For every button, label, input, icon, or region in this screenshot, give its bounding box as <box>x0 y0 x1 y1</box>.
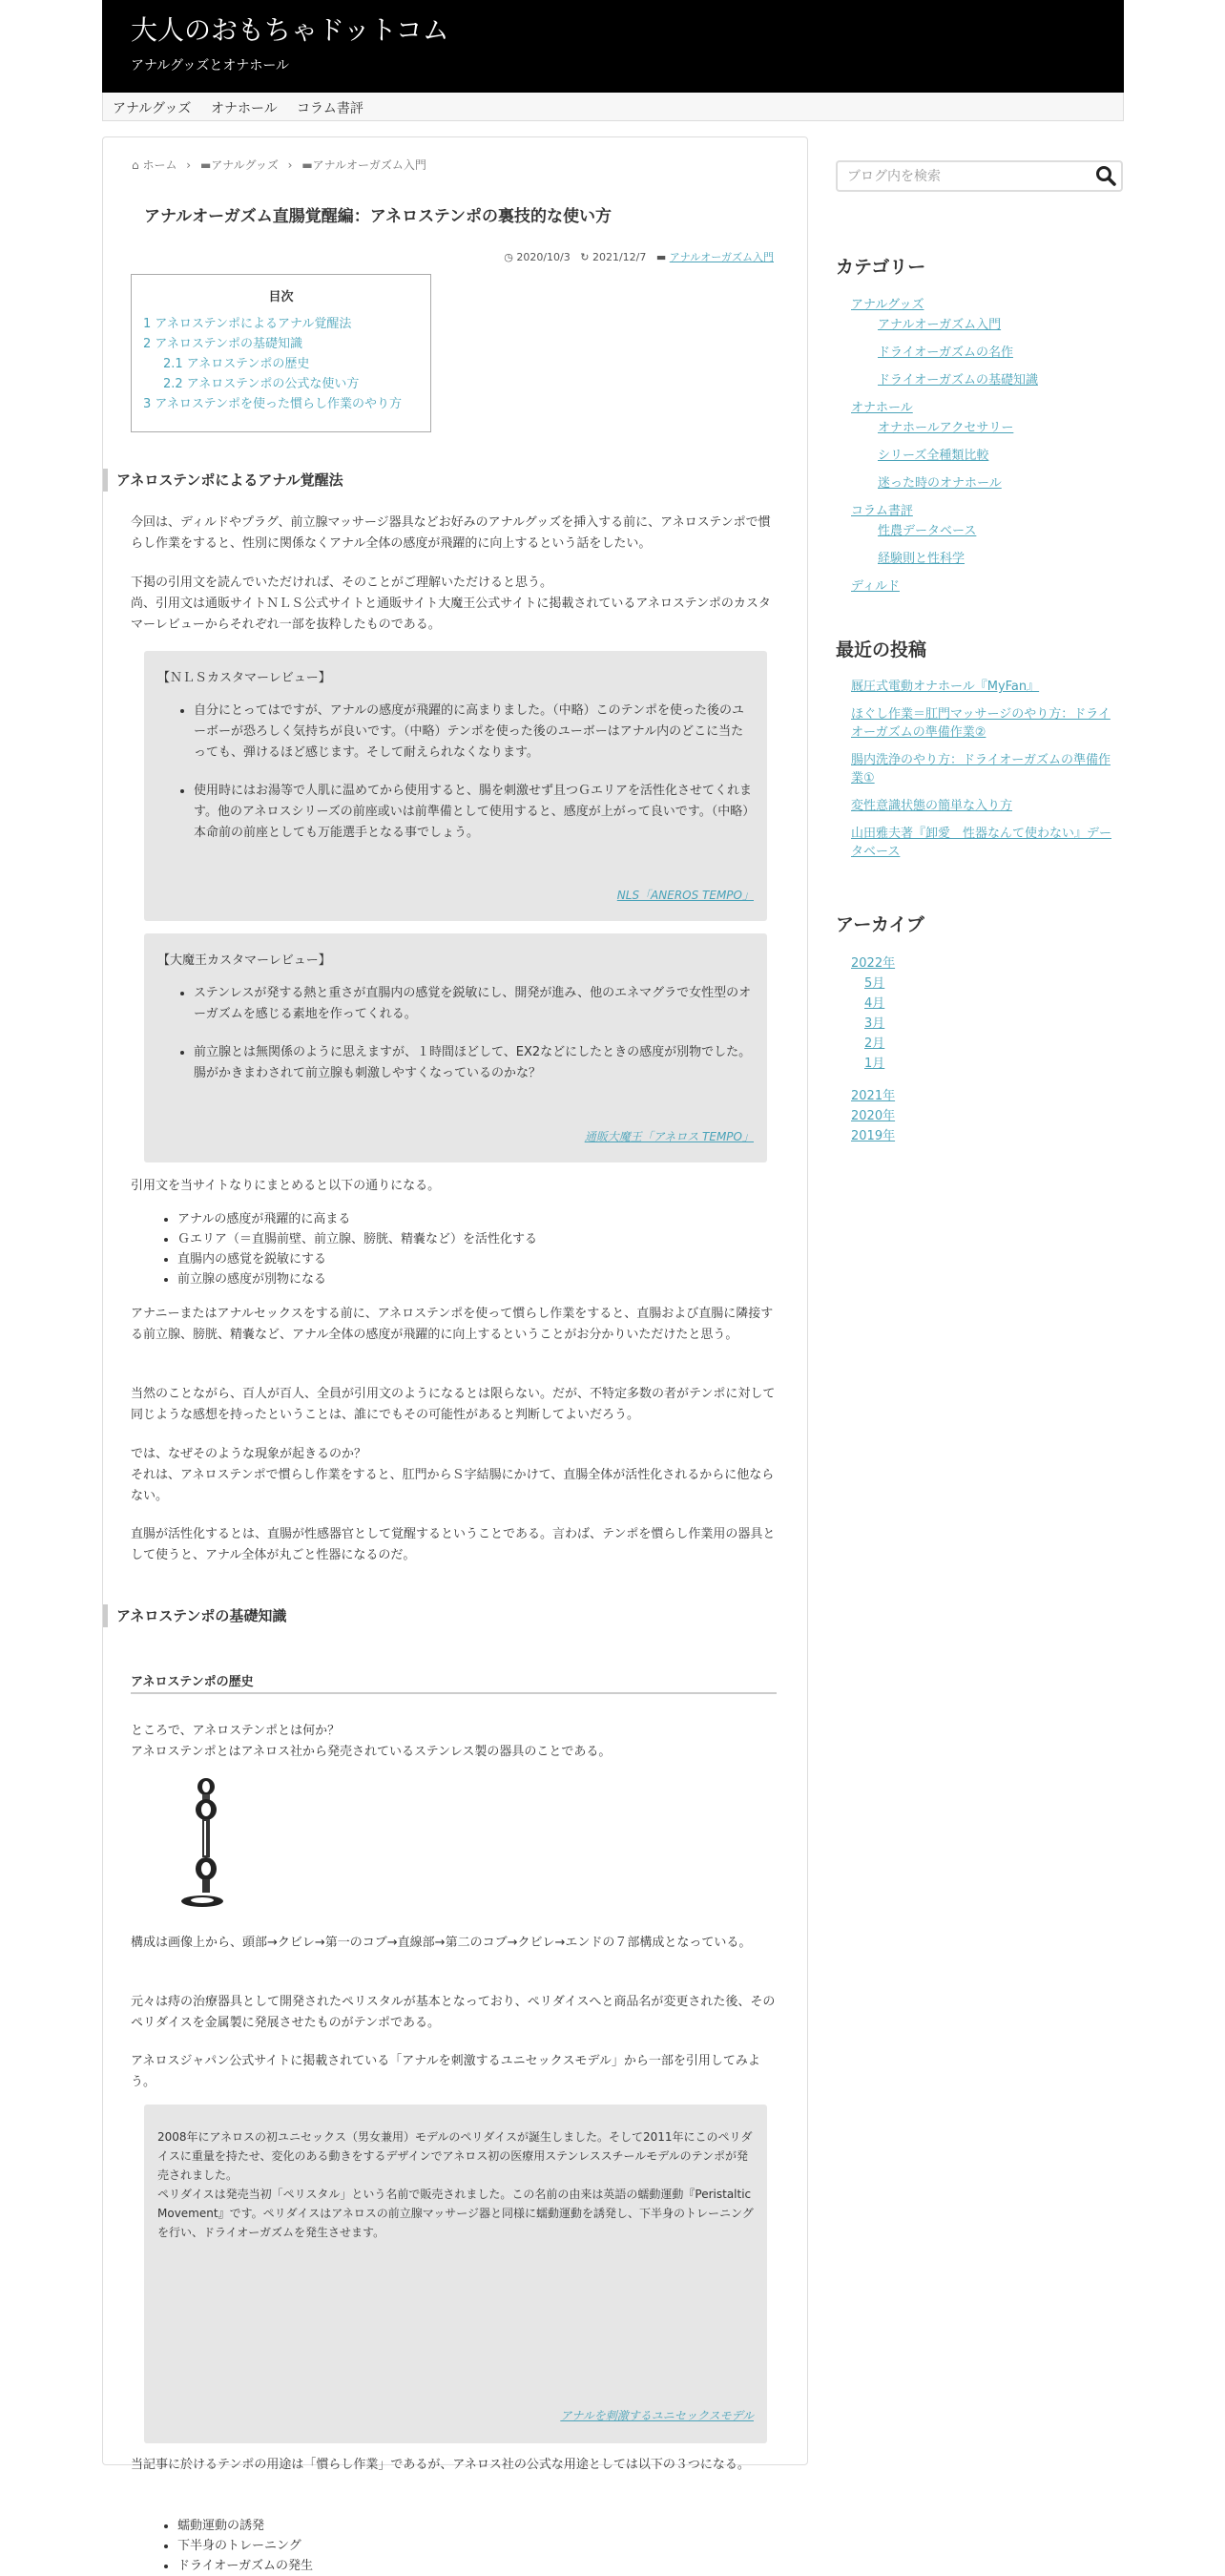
quote-title: 【ＮＬＳカスタマーレビュー】 <box>157 671 331 685</box>
recent-post-link[interactable]: 厩圧式電動オナホール『MyFan』 <box>851 680 1040 694</box>
paragraph: では、なぜそのような現象が起きるのか？ <box>131 1447 367 1461</box>
quote-item: • ステンレスが発する熱と重さが直腸内の感覚を鋭敏にし、開発が進み、他のエネマグラで女性型のオーガズムを感じる素地を作ってくれる。 <box>194 983 754 1025</box>
paragraph: 尚、引用文は通販サイトＮＬＳ公式サイトと通販サイト大魔王公式サイトに掲載されているアネロステンポのカスタマーレビューからそれぞれ一部を抜粋したものである。 <box>131 597 771 632</box>
recent-posts-title: 最近の投稿 <box>836 639 927 660</box>
category-link[interactable]: ディルド <box>851 579 900 594</box>
nav-item-onahole[interactable]: オナホール <box>211 101 278 116</box>
article-container <box>102 136 808 2573</box>
quote-item: • 使用時にはお湯等で人肌に温めてから使用すると、腸を刺激せず且つＧエリアを活性化させてくれます。他のアネロスシリーズの前座或いは前準備として使用すると、感度が上がって良いです。（中略）本命前の前座としても万能選手となる事でしょう。 <box>194 781 754 844</box>
category-link[interactable]: アナルグッズ <box>851 298 924 312</box>
toc-title: 目次 <box>268 290 294 304</box>
article-meta: ◷ 2020/10/3 ↻ 2021/12/7 ▬ アナルオーガズム入門 <box>504 251 774 263</box>
list-item: • ドライオーガズムの発生 <box>177 2556 313 2576</box>
list-item: • 直腸内の感覚を鋭敏にする <box>177 1249 537 1269</box>
paragraph: 下掲の引用文を読んでいただければ、そのことがご理解いただけると思う。 <box>131 576 553 590</box>
review-quote-nls <box>144 651 767 921</box>
categories-title: カテゴリー <box>836 257 926 278</box>
nav-item-column[interactable]: コラム書評 <box>297 101 363 116</box>
toc-item[interactable]: 2 アネロステンポの基礎知識 <box>143 337 302 351</box>
toc-item[interactable]: 1 アネロステンポによるアナル覚醒法 <box>143 317 352 331</box>
category-link[interactable]: コラム書評 <box>851 504 913 518</box>
folder-icon: ▬ <box>301 158 313 172</box>
archive-month-link[interactable]: 2月 <box>864 1037 885 1051</box>
paragraph: アネロステンポとはアネロス社から発売されているステンレス製の器具のことである。 <box>131 1745 612 1759</box>
section-heading: アネロステンポによるアナル覚醒法 <box>103 469 343 492</box>
category-link[interactable]: オナホール <box>851 401 913 415</box>
category-link[interactable]: 迷った時のオナホール <box>878 476 1002 491</box>
archive-month-link[interactable]: 1月 <box>864 1057 885 1071</box>
chevron-right-icon: › <box>287 158 293 172</box>
category-link[interactable]: 経験則と性科学 <box>878 552 965 566</box>
category-link[interactable]: ドライオーガズムの名作 <box>878 346 1013 360</box>
table-of-contents <box>131 274 431 432</box>
summary-list <box>164 1209 537 1289</box>
archive-year-link[interactable]: 2022年 <box>851 956 896 971</box>
recent-post-link[interactable]: ほぐし作業＝肛門マッサージのやり方：ドライオーガズムの準備作業② <box>851 707 1111 740</box>
quote-line: 2008年にアネロスの初ユニセックス（男女兼用）モデルのペリダイスが誕生しました。そして2011年にこのペリダイスに重量を持たせ、変化のある動きをするデザインでアネロス初の医療用ステンレススチールモデルのテンポが発売されました。 <box>157 2130 753 2182</box>
category-link[interactable]: アナルオーガズム入門 <box>878 318 1002 332</box>
quote-title: 【大魔王カスタマーレビュー】 <box>157 953 331 968</box>
search-input[interactable] <box>847 167 1086 186</box>
archive-title: アーカイブ <box>836 914 924 935</box>
list-item: • 下半身のトレーニング <box>177 2536 313 2556</box>
site-title[interactable]: 大人のおもちゃドットコム <box>131 14 449 46</box>
toc-item[interactable]: 2.2 アネロステンポの公式な使い方 <box>163 377 360 391</box>
paragraph: 構成は画像上から、頭部→クビレ→第一のコブ→直線部→第二のコブ→クビレ→エンドの７部構成となっている。 <box>131 1936 752 1950</box>
sidebar <box>836 160 1122 2451</box>
quote-line: ペリダイスは発売当初「ペリスタル」という名前で販売されました。この名前の由来は英語の蠕動運動『Peristaltic Movement』です。ペリダイスはアネロスの前立腺マッサージ器と同様に蠕動運動を誘発し、下半身のトレーニングを行い、ドライオーガズムを発生させます。 <box>157 2188 754 2239</box>
recent-post-link[interactable]: 山田雅夫著『卸愛 性器なんて使わない』データベース <box>851 827 1112 859</box>
quote-source-link[interactable]: NLS「ANEROS TEMPO」 <box>616 889 754 902</box>
section-heading: アネロステンポの基礎知識 <box>103 1604 286 1627</box>
archive-month-link[interactable]: 5月 <box>864 976 885 991</box>
paragraph: アネロスジャパン公式サイトに掲載されている「アナルを刺激するユニセックスモデル」から一部を引用してみよう。 <box>131 2054 760 2089</box>
paragraph: 今回は、ディルドやプラグ、前立腺マッサージ器具などお好みのアナルグッズを挿入する前に、アネロステンポで慣らし作業をすると、性別に関係なくアナル全体の感度が飛躍的に向上するという話をしたい。 <box>131 515 771 551</box>
breadcrumb-category[interactable]: ▬アナルグッズ <box>199 158 279 172</box>
paragraph: それは、アネロステンポで慣らし作業をすると、肛門からＳ字結腸にかけて、直腸全体が活性化されるからに他ならない。 <box>131 1468 775 1503</box>
site-description: アナルグッズとオナホール <box>131 58 290 73</box>
list-item: • 蠕動運動の誘発 <box>177 2516 313 2536</box>
main-nav <box>102 93 1124 121</box>
subsection-heading: アネロステンポの歴史 <box>131 1665 777 1694</box>
search-box <box>836 160 1123 192</box>
quote-source-link[interactable]: 通販大魔王「アネロス TEMPO」 <box>584 1130 754 1143</box>
article-title: アナルオーガズム直腸覚醒編：アネロステンポの裏技的な使い方 <box>144 207 612 226</box>
paragraph: 引用文を当サイトなりにまとめると以下の通りになる。 <box>131 1179 441 1193</box>
folder-icon: ▬ <box>655 251 667 263</box>
quote-item: • 前立腺とは無関係のように思えますが、１時間ほどして、EX2などにしたときの感度が別物でした。腸がかきまわされて前立腺も刺激しやすくなっているのかな？ <box>194 1042 754 1084</box>
update-icon: ↻ <box>580 251 590 263</box>
chevron-right-icon: › <box>186 158 192 172</box>
official-quote <box>144 2105 767 2443</box>
archive-month-link[interactable]: 4月 <box>864 996 885 1011</box>
toc-item[interactable]: 2.1 アネロステンポの歴史 <box>163 357 310 371</box>
paragraph: アナニーまたはアナルセックスをする前に、アネロステンポを使って慣らし作業をすると、直腸および直腸に隣接する前立腺、膀胱、精嚢など、アナル全体の感度が飛躍的に向上するということがお分かりいただけたと思う。 <box>131 1307 774 1342</box>
breadcrumb-subcategory[interactable]: ▬アナルオーガズム入門 <box>301 158 426 172</box>
recent-post-link[interactable]: 腸内洗浄のやり方：ドライオーガズムの準備作業① <box>851 753 1111 785</box>
clock-icon: ◷ <box>504 251 513 263</box>
search-icon[interactable] <box>1095 165 1116 186</box>
archive-year-link[interactable]: 2019年 <box>851 1129 896 1143</box>
article-category-link[interactable]: アナルオーガズム入門 <box>669 251 774 263</box>
breadcrumb-home[interactable]: ⌂ ホーム <box>132 158 177 172</box>
category-link[interactable]: 性農データベース <box>878 524 977 538</box>
archive-year-link[interactable]: 2020年 <box>851 1109 896 1123</box>
quote-source-link[interactable]: アナルを刺激するユニセックスモデル <box>560 2409 754 2422</box>
recent-post-link[interactable]: 変性意識状態の簡単な入り方 <box>851 799 1013 813</box>
list-item: • 前立腺の感度が別物になる <box>177 1269 537 1289</box>
paragraph: 当記事に於けるテンポの用途は「慣らし作業」であるが、アネロス社の公式な用途としては以下の３つになる。 <box>131 2458 750 2472</box>
toc-item[interactable]: 3 アネロステンポを使った慣らし作業のやり方 <box>143 397 402 411</box>
paragraph: 当然のことながら、百人が百人、全員が引用文のようになるとは限らない。だが、不特定多数の者がテンポに対して同じような感想を持ったということは、誰にでもその可能性があると判断してよいだろう。 <box>131 1387 776 1422</box>
folder-icon: ▬ <box>199 158 212 172</box>
quote-item: • 自分にとってはですが、アナルの感度が飛躍的に高まりました。（中略）このテンポを使った後のユーボーが恐ろしく気持ちが良いです。（中略）テンポを使った後のユーボーはアナル内のどこに当たっても、弾けるほど感じます。そして耐えられなくなります。 <box>194 701 754 764</box>
list-item: • アナルの感度が飛躍的に高まる <box>177 1209 537 1229</box>
paragraph: ところで、アネロステンポとは何か？ <box>131 1724 341 1738</box>
paragraph: 直腸が活性化するとは、直腸が性感器官として覚醒するということである。言わば、テンポを慣らし作業用の器具として使うと、アナル全体が丸ごと性器になるのだ。 <box>131 1527 776 1562</box>
paragraph: 元々は痔の治療器具として開発されたペリスタルが基本となっており、ペリダイスへと商品名が変更された後、そのペリダイスを金属製に発展させたものがテンポである。 <box>131 1995 776 2030</box>
list-item: • Ｇエリア（＝直腸前壁、前立腺、膀胱、精嚢など）を活性化する <box>177 1229 537 1249</box>
category-link[interactable]: ドライオーガズムの基礎知識 <box>878 373 1038 387</box>
home-icon: ⌂ <box>132 158 139 172</box>
nav-item-anal-goods[interactable]: アナルグッズ <box>113 101 192 116</box>
review-quote-daimaou <box>144 933 767 1162</box>
category-link[interactable]: シリーズ全種類比較 <box>878 449 989 463</box>
site-header <box>102 0 1124 93</box>
archive-month-link[interactable]: 3月 <box>864 1016 885 1031</box>
usage-list <box>164 2516 313 2576</box>
tempo-product-image <box>170 1777 237 1911</box>
archive-year-link[interactable]: 2021年 <box>851 1089 896 1103</box>
category-link[interactable]: オナホールアクセサリー <box>878 421 1014 435</box>
breadcrumb <box>132 157 432 173</box>
